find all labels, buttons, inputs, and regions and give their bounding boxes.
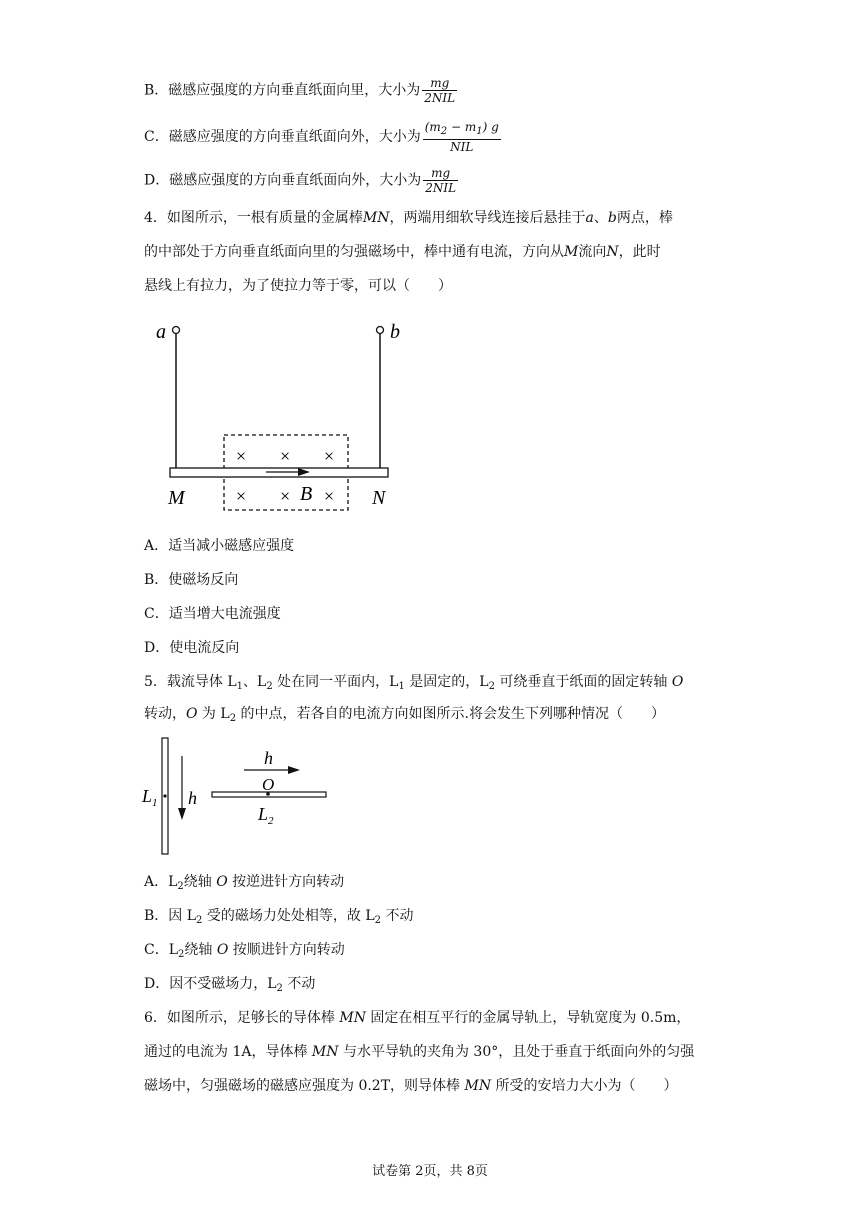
q3-option-d: D．磁感应强度的方向垂直纸面向外，大小为 $\frac{mg}{\text{2NIL}}$ — [144, 166, 457, 195]
q4-option-d: D．使电流反向 — [144, 640, 240, 656]
q6-stem-line1: 6．如图所示，足够长的导体棒 MN 固定在相互平行的金属导轨上，导轨宽度为 0.5m， — [144, 1010, 691, 1026]
contact-dot — [163, 794, 166, 797]
q4-stem-line1: 4．如图所示，一根有质量的金属棒MN，两端用细软导线连接后悬挂于a、b两点，棒 — [144, 210, 673, 226]
q4-option-a: A．适当减小磁感应强度 — [144, 538, 295, 554]
fraction: $\frac{mg}{\text{2NIL}}$ — [425, 166, 457, 195]
current-arrowhead-L1 — [178, 808, 186, 820]
label-h-left: h — [188, 788, 197, 808]
suspension-point-a — [173, 327, 180, 334]
q4-stem-line3: 悬线上有拉力，为了使拉力等于零，可以（ ） — [144, 278, 452, 294]
field-cross: × — [280, 486, 291, 506]
label-L1: $L_1$ — [142, 786, 158, 809]
current-arrowhead-L2 — [288, 766, 300, 774]
label-L2: $L_2$ — [258, 804, 274, 827]
field-cross: × — [236, 486, 247, 506]
label-B: B — [300, 483, 313, 505]
q5-figure — [140, 736, 340, 860]
label-O: O — [262, 775, 275, 794]
field-cross: × — [280, 446, 291, 466]
fraction: $\frac{mg}{\text{2NIL}}$ — [424, 76, 456, 105]
page-footer: 试卷第 2页，共 8页 — [372, 1164, 488, 1179]
q6-stem-line3: 磁场中，匀强磁场的磁感应强度为 0.2T，则导体棒 MN 所受的安培力大小为（ ） — [144, 1078, 678, 1094]
field-cross: × — [324, 486, 335, 506]
q5-stem-line1: 5．载流导体 $L_1$、$L_2$ 处在同一平面内，$L_1$ 是固定的，$L_2$ 可绕垂直于纸面的固定转轴 O — [144, 674, 684, 692]
q5-option-c: C．$L_2$绕轴 O 按顺进针方向转动 — [144, 942, 345, 960]
field-cross: × — [236, 446, 247, 466]
q6-stem-line2: 通过的电流为 1A，导体棒 MN 与水平导轨的夹角为 30°，且处于垂直于纸面向外的匀强 — [144, 1044, 695, 1060]
suspension-point-b — [377, 327, 384, 334]
label-N: N — [372, 487, 386, 509]
q4-figure — [150, 318, 410, 518]
q3-option-b: B．磁感应强度的方向垂直纸面向里，大小为 $\frac{mg}{\text{2NIL}}$ — [144, 76, 456, 105]
label-M: M — [168, 487, 185, 509]
q4-stem-line2: 的中部处于方向垂直纸面向里的匀强磁场中，棒中通有电流，方向从M流向N，此时 — [144, 244, 661, 260]
label-h-top: h — [264, 748, 273, 768]
fraction: $\frac{(m_2 - m_1) g}{\text{NIL}}$ — [424, 120, 499, 154]
q5-option-b: B．因 $L_2$ 受的磁场力处处相等，故 $L_2$ 不动 — [144, 908, 414, 926]
q4-option-c: C．适当增大电流强度 — [144, 606, 281, 622]
q4-option-b: B．使磁场反向 — [144, 572, 239, 588]
field-cross: × — [324, 446, 335, 466]
q3-option-c: C．磁感应强度的方向垂直纸面向外，大小为 $\frac{(m_2 - m_1) g}{\text{NIL}}$ — [144, 120, 499, 154]
q5-option-a: A．$L_2$绕轴 O 按逆进针方向转动 — [144, 874, 345, 892]
q5-option-d: D．因不受磁场力，$L_2$ 不动 — [144, 976, 316, 994]
q5-stem-line2: 转动，O 为 $L_2$ 的中点，若各自的电流方向如图所示.将会发生下列哪种情况（ ） — [144, 706, 665, 724]
label-a: a — [156, 321, 166, 343]
label-b: b — [390, 321, 400, 343]
